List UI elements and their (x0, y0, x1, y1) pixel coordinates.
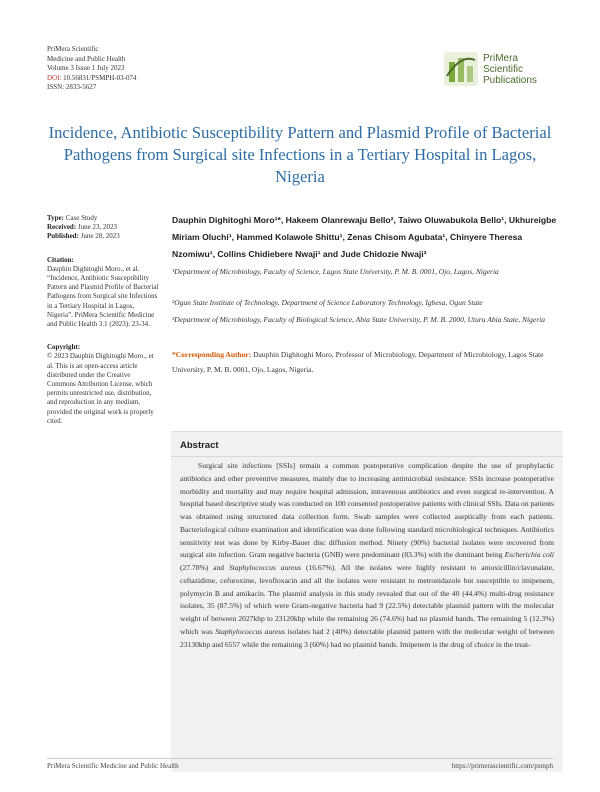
abstract-part-2: (27.78%) and (180, 563, 229, 572)
logo-text (483, 53, 537, 86)
issn: ISSN: 2833-5627 (47, 83, 97, 92)
copyright-text: © 2023 Dauphin Dighitoghi Moro., et al. This is an open-access article distributed under the Creative Commons Attribution License, which permits unrestricted use, distribution, and reproduction in any medium, provided the original work is properly cited. (47, 352, 154, 425)
received-label: Received: (47, 223, 77, 232)
type-line (47, 214, 159, 223)
journal-info (47, 45, 136, 93)
footer-url[interactable]: https://primerascientific.com/psmph (451, 762, 553, 770)
volume-info: Volume 3 Issue 1 July 2023 (47, 64, 125, 73)
copyright-label: Copyright: (47, 343, 81, 352)
abstract-box (171, 431, 563, 772)
received-value: June 23, 2023 (77, 223, 117, 232)
footer-journal: PriMera Scientific Medicine and Public Health (47, 762, 179, 770)
organism-s-aureus-2: Staphylococcus aureus (215, 626, 285, 636)
affiliation-2: ²Ogun State Institute of Technology, Department of Science Laboratory Technology, Igbesa, Ogun State (172, 298, 483, 307)
abstract-part-1: Surgical site infections [SSIs] remain a common postoperative complication despite the use of prophylactic antibiotics and other preventive measures, mainly due to increasing antimicrobial resistance. SSIs increase postoperative morbidity and mortality and may require hospital admission, intravenous antibiotics and even surgical re-intervention. A hospital based descriptive study was conducted on 100 consented postoperative patients with clinical SSIs. Data on patients was obtained using structured data collection form. Swab samples were collected aseptically from each patients. Bacteriological culture examination and identification was done following standard microbiological techniques. Antibiotics sensitivity test was done by Kirby-Bauer disc diffusion method. Ninety (90%) bacterial isolates were recovered from surgical site infection. Gram negative bacteria (GNB) were predominant (83.3%) with the dominant being (180, 461, 554, 560)
abstract-divider (171, 456, 563, 457)
received-line (47, 223, 159, 232)
affiliation-3: ³Department of Microbiology, Faculty of Biological Science, Abia State University, P. M. B. 2000, Uturu Abia State, Nigeria (172, 315, 545, 324)
published-label: Published: (47, 232, 79, 241)
abstract-part-3: (16.67%). All the isolates were highly resistant to amoxicillin/clavunalate, ceftazidime, cefuroxime, levofloxacin and all the isolates were resistant to metronidazole but susceptible to imipenem, polymycin B and amikacin. The plasmid analysis in this study revealed that out of the 40 (44.4%) multi-drug resistance isolates, 35 (87.5%) of which were Gram-negative bacteria had 9 (22.5%) detectable plasmid pattern with the molecular weight of between 2027kbp to 23120kbp while the remaining 26 (74.6%) had no plasmid bands. The remaining 5 (12.3%) which was (180, 563, 554, 636)
corresponding-label: *Corresponding Author: (172, 350, 252, 359)
abstract-text (180, 460, 554, 651)
citation-text: Dauphin Dighitoghi Moro., et al. “Incidence, Antibiotic Susceptibility Pattern and Plasmid Profile of Bacterial Pathogens from Surgical site Infections in a Tertiary Hospital in Lagos, Nigeria”. PriMera Scientific Medicine and Public Health 3.1 (2023): 23-34. (47, 264, 159, 329)
published-line (47, 232, 159, 241)
organism-s-aureus: Staphylococcus aureus (228, 563, 302, 572)
journal-name: PriMera Scientific (47, 45, 99, 53)
primera-logo-icon (444, 52, 478, 86)
abstract-part-4: isolates had 2 (40%) detectable plasmid pattern with the molecular weight of between 23130kbp and 6557 while the remaining 3 (60%) had no plasmid bands. Imipenem is the drug of choice in the treat- (180, 626, 555, 649)
corresponding-text: Dauphin Dighitoghi Moro, Professor of Microbiology, Department of Microbiology, Lagos State University, P. M. B. 0001, Ojo, Lagos, Nigeria. (172, 350, 544, 374)
article-meta (47, 214, 159, 426)
doi-link[interactable]: 10.56831/PSMPH-03-074 (63, 73, 137, 82)
logo-line-2: Scientific (483, 63, 524, 75)
citation-label: Citation: (47, 255, 74, 264)
publisher-logo (444, 52, 537, 86)
footer-divider (47, 758, 553, 759)
corresponding-author (172, 347, 565, 377)
doi-label: DOI: (47, 73, 62, 82)
abstract-heading: Abstract (180, 440, 219, 451)
article-title: Incidence, Antibiotic Susceptibility Pattern and Plasmid Profile of Bacterial Pathogens from Surgical site Infections in a Tertiary Hospital in Lagos, Nigeria (48, 123, 552, 186)
journal-subtitle: Medicine and Public Health (47, 54, 126, 63)
logo-line-1: PriMera (483, 52, 519, 64)
doi-line (47, 74, 136, 84)
affiliation-1: ¹Department of Microbiology, Faculty of Science, Lagos State University, P. M. B. 0001, Ojo, Lagos, Nigeria (172, 267, 499, 276)
published-value: June 28, 2023 (80, 232, 120, 241)
author-list: Dauphin Dighitoghi Moro¹*, Hakeem Olanrewaju Bello², Taiwo Oluwabukola Bello¹, Ukhureigbe Miriam Oluchi¹, Hammed Kolawole Shittu¹, Zenas Chisom Agubata¹, Chinyere Theresa Nzomiwu¹, Collins Chidiebere Nwaji¹ and Jude Chidozie Nwaji³ (172, 215, 557, 259)
type-label: Type: (47, 214, 64, 222)
logo-line-3: Publications (483, 74, 537, 86)
organism-e-coli: Escherichia coli (504, 550, 554, 560)
type-value: Case Study (65, 214, 98, 222)
